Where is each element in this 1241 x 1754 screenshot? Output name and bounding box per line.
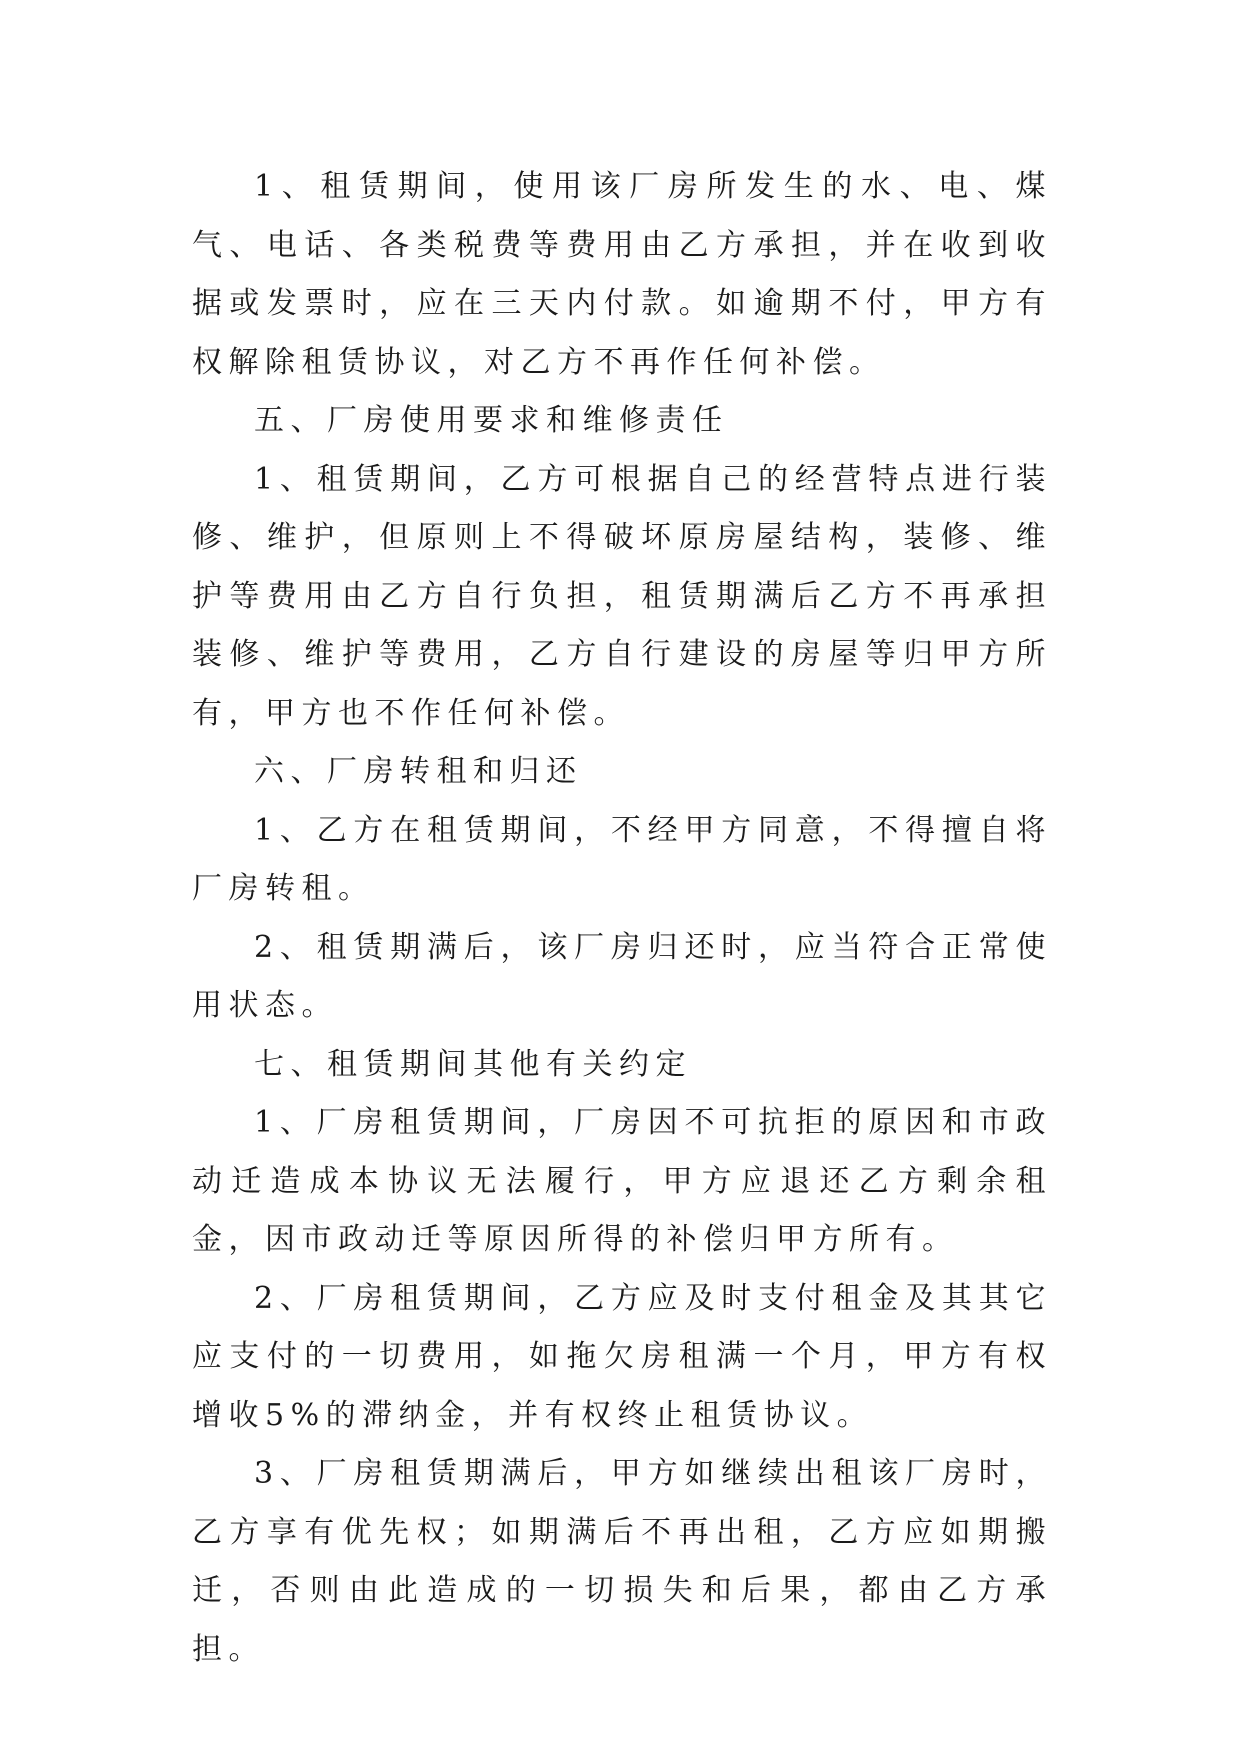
paragraph-sublease: 1、乙方在租赁期间，不经甲方同意，不得擅自将厂房转租。 — [192, 812, 1052, 906]
document-body — [192, 158, 1052, 1679]
paragraph-return: 2、租赁期满后，该厂房归还时，应当符合正常使用状态。 — [192, 929, 1052, 1023]
heading-section-7: 七、租赁期间其他有关约定 — [254, 1046, 692, 1082]
heading-section-6: 六、厂房转租和归还 — [254, 754, 583, 789]
heading-section-5: 五、厂房使用要求和维修责任 — [254, 403, 729, 438]
paragraph-force-majeure: 1、厂房租赁期间，厂房因不可抗拒的原因和市政动迁造成本协议无法履行，甲方应退还乙方剩余租金，因市政动迁等原因所得的补偿归甲方所有。 — [192, 1105, 1052, 1257]
paragraph-late-payment: 2、厂房租赁期间，乙方应及时支付租金及其其它应支付的一切费用，如拖欠房租满一个月，甲方有权增收5%的滞纳金，并有权终止租赁协议。 — [192, 1280, 1052, 1433]
paragraph-utilities-fees: 1、租赁期间，使用该厂房所发生的水、电、煤气、电话、各类税费等费用由乙方承担，并在收到收据或发票时，应在三天内付款。如逾期不付，甲方有权解除租赁协议，对乙方不再作任何补偿。 — [192, 169, 1052, 380]
paragraph-renovation: 1、租赁期间，乙方可根据自己的经营特点进行装修、维护，但原则上不得破坏原房屋结构，装修、维护等费用由乙方自行负担，租赁期满后乙方不再承担装修、维护等费用，乙方自行建设的房屋等归甲方所有，甲方也不作任何补偿。 — [192, 461, 1052, 731]
paragraph-renewal-priority: 3、厂房租赁期满后，甲方如继续出租该厂房时，乙方享有优先权；如期满后不再出租，乙方应如期搬迁，否则由此造成的一切损失和后果，都由乙方承担。 — [192, 1456, 1052, 1667]
